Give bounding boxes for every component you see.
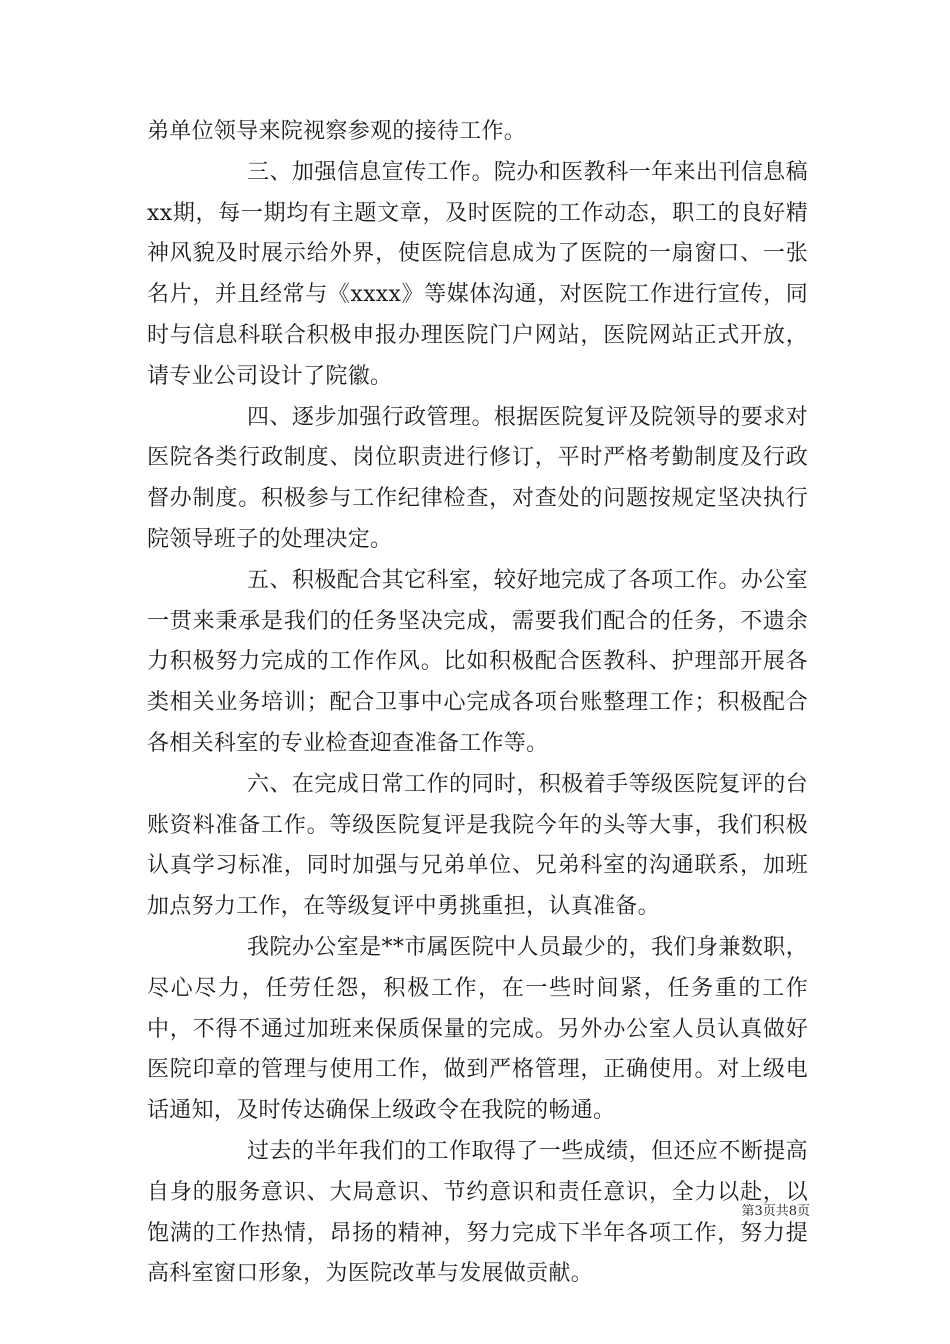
paragraph-office-summary: 我院办公室是**市属医院中人员最少的，我们身兼数职，尽心尽力，任劳任怨，积极工作，在一些时间紧，任务重的工作中，不得不通过加班来保质保量的完成。另外办公室人员认真做好医院印章的管理与使用工作，做到严格管理，正确使用。对上级电话通知，及时传达确保上级政令在我院的畅通。 xyxy=(147,934,808,1124)
page-number-footer: 第3页共8页 xyxy=(741,1204,810,1219)
paragraph-section-5: 五、积极配合其它科室，较好地完成了各项工作。办公室一贯来秉承是我们的任务坚决完成，需要我们配合的任务，不遗余力积极努力完成的工作作风。比如积极配合医教科、护理部开展各类相关业务培训；配合卫事中心完成各项台账整理工作；积极配合各相关科室的专业检查迎查准备工作等。 xyxy=(147,567,808,756)
paragraph-section-4: 四、逐步加强行政管理。根据医院复评及院领导的要求对医院各类行政制度、岗位职责进行修订，平时严格考勤制度及行政督办制度。积极参与工作纪律检查，对查处的问题按规定坚决执行院领导班子的处理决定。 xyxy=(147,404,808,552)
document-body xyxy=(147,112,808,1295)
paragraph-section-3: 三、加强信息宣传工作。院办和医教科一年来出刊信息稿xx期，每一期均有主题文章，及时医院的工作动态，职工的良好精神风貌及时展示给外界，使医院信息成为了医院的一扇窗口、一张名片，并且经常与《xxxx》等媒体沟通，对医院工作进行宣传，同时与信息科联合积极申报办理医院门户网站，医院网站正式开放，请专业公司设计了院徽。 xyxy=(147,159,808,389)
paragraph-conclusion: 过去的半年我们的工作取得了一些成绩，但还应不断提高自身的服务意识、大局意识、节约意识和责任意识，全力以赴，以饱满的工作热情，昂扬的精神，努力完成下半年各项工作，努力提高科室窗口形象，为医院改革与发展做贡献。 xyxy=(147,1138,808,1287)
paragraph-continuation: 弟单位领导来院视察参观的接待工作。 xyxy=(147,119,527,144)
paragraph-section-6: 六、在完成日常工作的同时，积极着手等级医院复评的台账资料准备工作。等级医院复评是我院今年的头等大事，我们积极认真学习标准，同时加强与兄弟单位、兄弟科室的沟通联系，加班加点努力工作，在等级复评中勇挑重担，认真准备。 xyxy=(147,771,808,920)
